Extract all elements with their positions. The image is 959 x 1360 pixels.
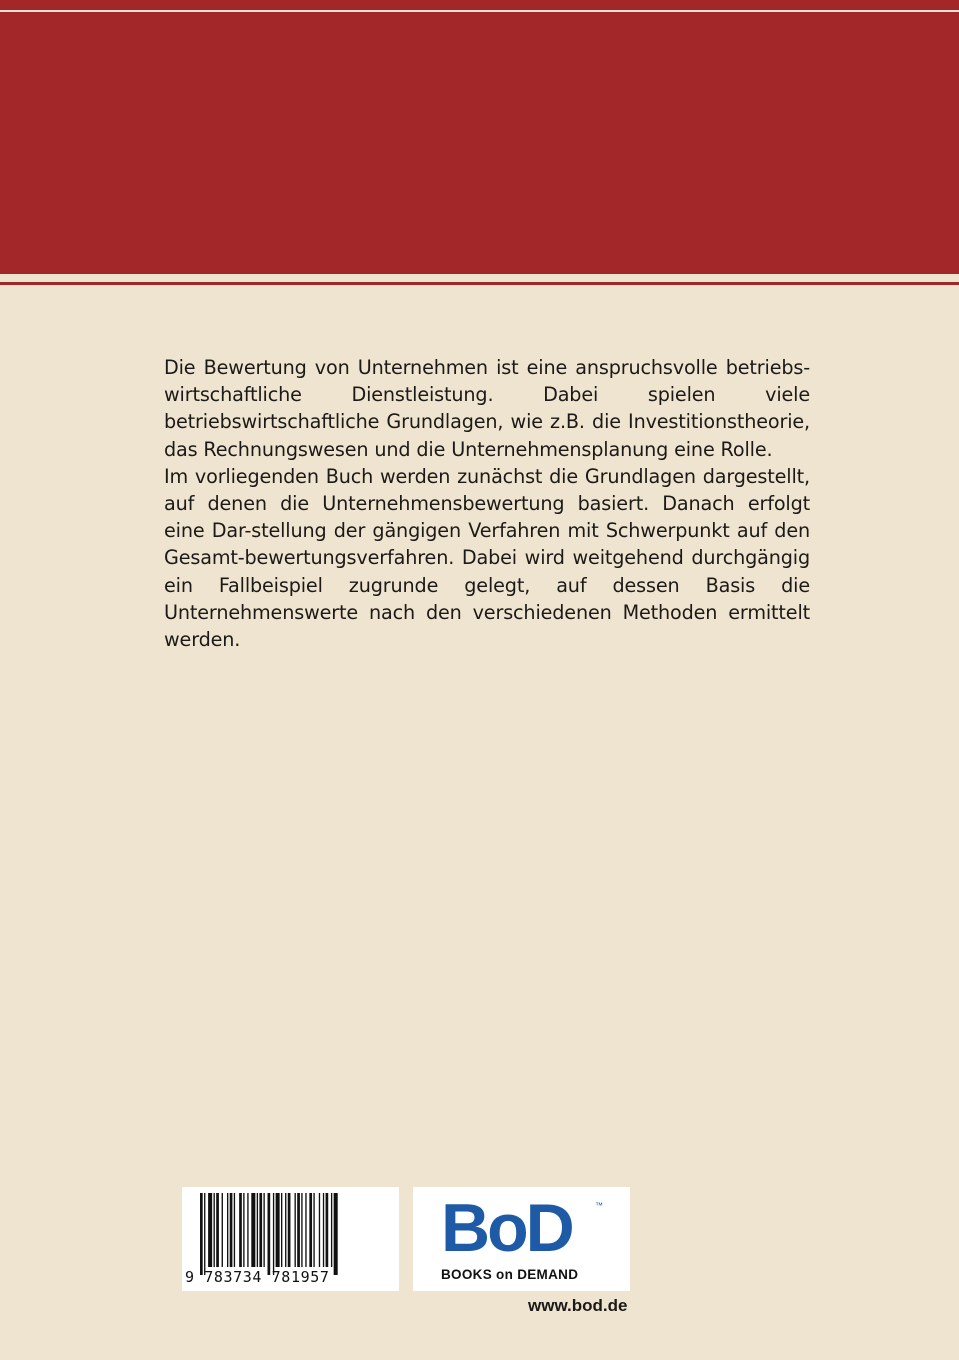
barcode-bar	[273, 1193, 274, 1275]
barcode-bar	[281, 1193, 282, 1267]
barcode-bar	[263, 1193, 264, 1267]
barcode-bar	[200, 1193, 203, 1275]
barcode-bar	[247, 1193, 248, 1267]
barcode-bar	[313, 1193, 314, 1267]
barcode-bar	[288, 1193, 291, 1267]
barcode-bar	[222, 1193, 223, 1267]
barcode-bar	[334, 1193, 338, 1275]
isbn-digits: 9 783734 781957	[185, 1268, 330, 1286]
band-rule	[0, 282, 959, 285]
band-inner-line	[0, 10, 959, 12]
barcode-bar	[331, 1193, 332, 1267]
barcode-bar	[257, 1193, 258, 1267]
barcode-bar	[276, 1193, 280, 1267]
barcode-bar	[285, 1193, 286, 1267]
blurb-paragraph-1: Die Bewertung von Unternehmen ist eine anspruchsvolle betriebs-wirtschaftliche Dienstleistung. Dabei spielen viele betriebswirtschaftliche Grundlagen, wie z.B. die Investitionstheorie, das Rechnungswesen und die Unternehmensplanung eine Rolle.	[164, 356, 810, 461]
barcode-bar	[295, 1193, 296, 1267]
barcode-bar	[243, 1193, 244, 1267]
trademark-mark: ™	[595, 1201, 603, 1210]
barcode-icon	[200, 1193, 381, 1275]
barcode-bar	[297, 1193, 300, 1267]
barcode-bar	[251, 1193, 255, 1267]
barcode-bar	[208, 1193, 212, 1267]
barcode-bar	[309, 1193, 312, 1267]
barcode-bar	[230, 1193, 233, 1267]
publisher-logo	[413, 1187, 630, 1291]
barcode-bar	[326, 1193, 329, 1267]
barcode-bar	[268, 1193, 271, 1275]
barcode-bar	[234, 1193, 235, 1267]
barcode-bar	[323, 1193, 324, 1267]
publisher-url[interactable]: www.bod.de	[528, 1296, 628, 1315]
barcode-bar	[214, 1193, 215, 1267]
isbn-barcode	[182, 1187, 399, 1291]
barcode-bar	[301, 1193, 302, 1267]
blurb-paragraph-2: Im vorliegenden Buch werden zunächst die Grundlagen dargestellt, auf denen die Unternehmensbewertung basiert. Danach erfolgt eine Dar-stellung der gängigen Verfahren mit Schwerpunkt auf den Gesamt-bewertungsverfahren. Dabei wird weitgehend durchgängig ein Fallbeispiel zugrunde gelegt, auf dessen Basis die Unternehmenswerte nach den verschiedenen Methoden ermittelt werden.	[164, 464, 810, 652]
bod-logo-text: BoD	[441, 1190, 572, 1266]
back-cover-blurb	[164, 354, 810, 653]
barcode-bar	[239, 1193, 242, 1267]
barcode-bar	[305, 1193, 306, 1267]
barcode-bar	[204, 1193, 205, 1275]
barcode-bar	[259, 1193, 262, 1267]
publisher-tagline: BOOKS on DEMAND	[441, 1267, 579, 1282]
barcode-bar	[319, 1193, 320, 1267]
barcode-bar	[216, 1193, 219, 1267]
barcode-bar	[227, 1193, 228, 1267]
top-color-band	[0, 0, 959, 274]
